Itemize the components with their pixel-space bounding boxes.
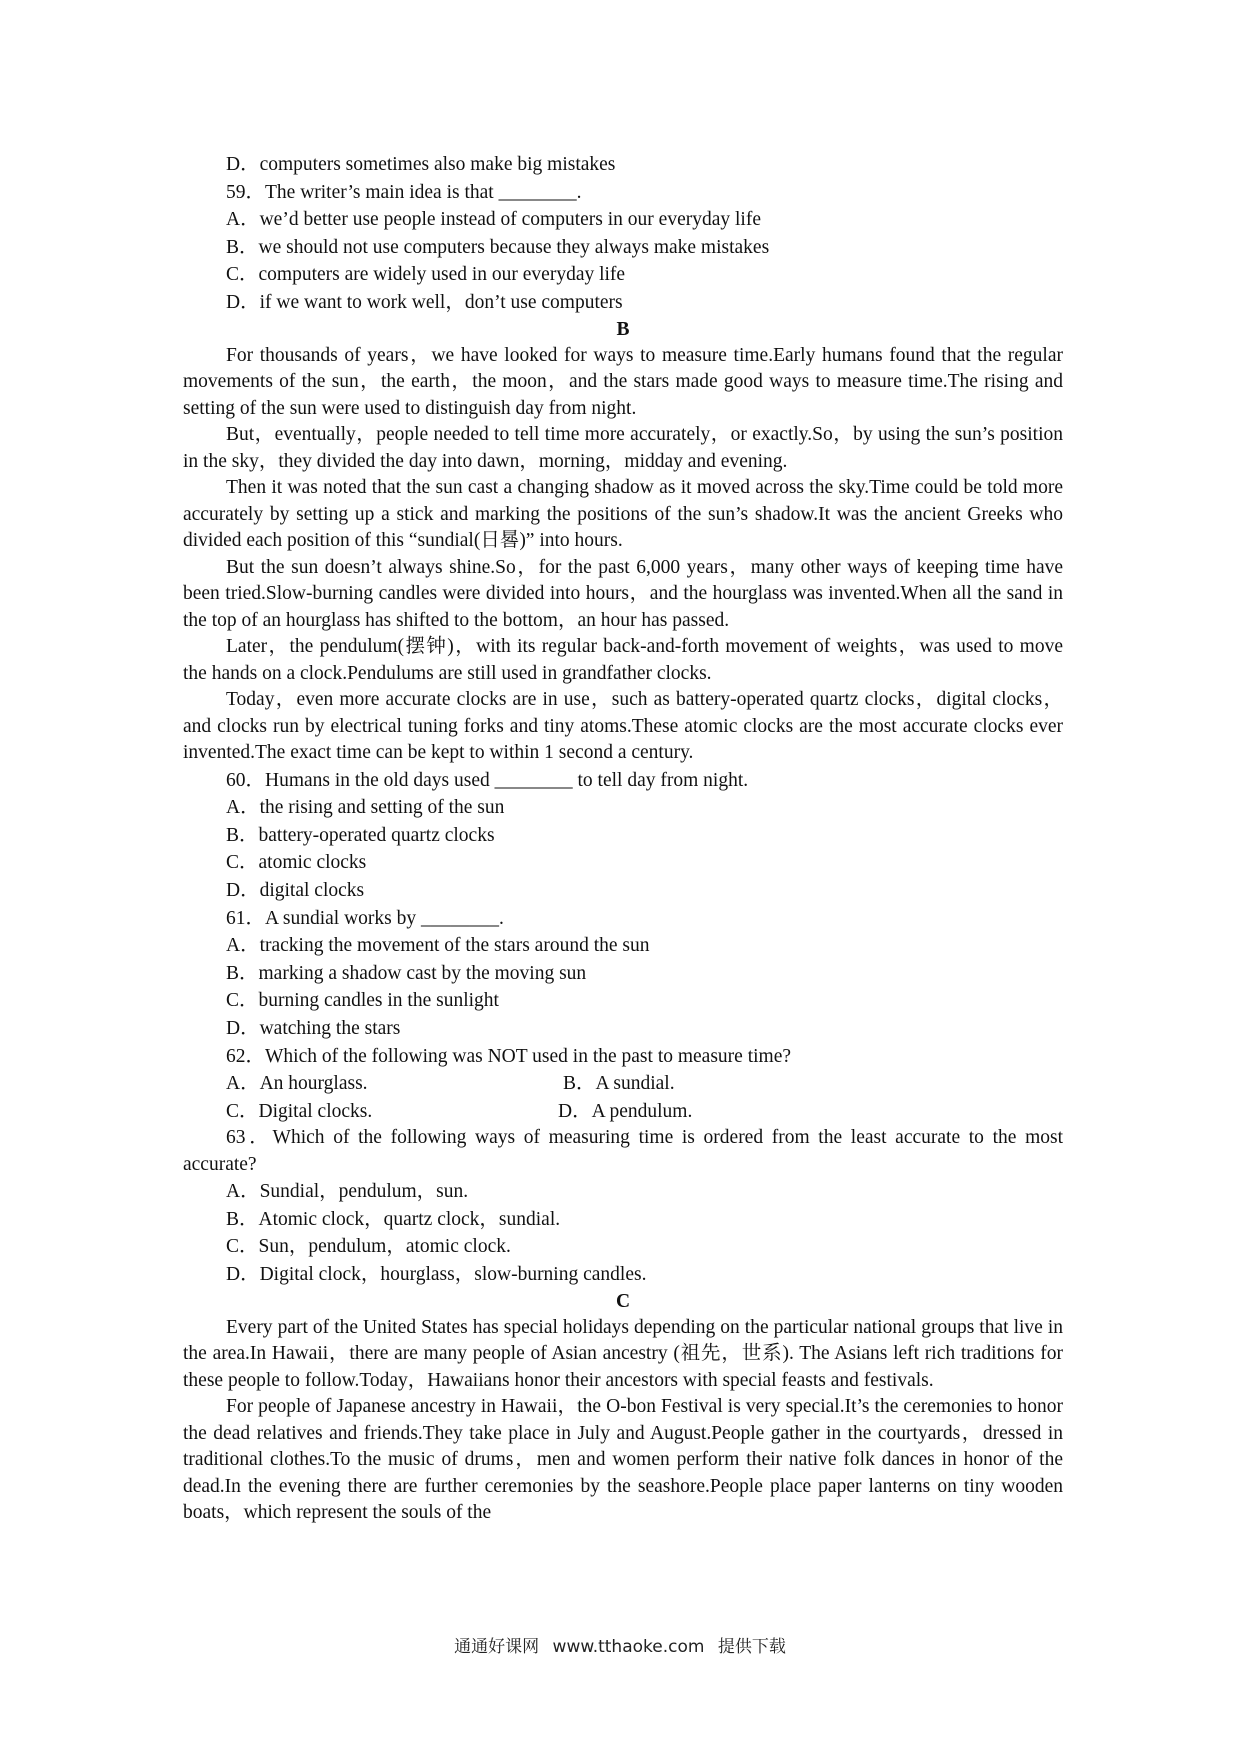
page-footer	[0, 1632, 1240, 1657]
option-line: D．digital clocks	[226, 879, 365, 901]
option-b: B．A sundial.	[563, 1073, 675, 1095]
option-line: D．Digital clock，hourglass，slow-burning candles.	[226, 1264, 647, 1286]
option-line: C．computers are widely used in our everyday life	[226, 264, 626, 286]
option-line: A．Sundial，pendulum，sun.	[226, 1181, 469, 1203]
question-62	[183, 1043, 1063, 1126]
option-a: A．An hourglass.	[226, 1073, 368, 1095]
page-content	[183, 151, 1063, 1527]
option-d: D．A pendulum.	[558, 1100, 693, 1122]
footer-site-name: 通通好课网	[454, 1637, 540, 1657]
question-stem: 60．Humans in the old days used ________ to tell day from night.	[226, 769, 749, 791]
option-line: D．if we want to work well，don’t use computers	[226, 291, 623, 313]
question-58-tail	[183, 151, 1063, 317]
question-stem: 63．Which of the following ways of measuring time is ordered from the least accurate to the most accurate?	[183, 1127, 1063, 1175]
question-63	[183, 1125, 1063, 1288]
footer-note: 提供下载	[717, 1637, 786, 1657]
section-title-c: C	[615, 1290, 631, 1312]
passage-paragraph: Later，the pendulum(摆钟)，with its regular back-and-forth movement of weights，was used to move the hands on a clock.Pendulums are still used in grandfather clocks.	[183, 636, 1063, 684]
question-61	[183, 905, 1063, 1043]
option-line: A．the rising and setting of the sun	[226, 797, 505, 819]
option-line: C．atomic clocks	[226, 852, 367, 874]
option-line: B．marking a shadow cast by the moving sun	[226, 962, 587, 984]
passage-paragraph: Every part of the United States has special holidays depending on the particular national groups that live in the area.In Hawaii，there are many people of Asian ancestry (祖先，世系). The Asians left rich traditions for these people to follow.Today，Hawaiians honor their ancestors with special feasts and festivals.	[183, 1316, 1063, 1391]
question-60	[183, 767, 1063, 905]
option-line: B．battery-operated quartz clocks	[226, 824, 495, 846]
question-stem: 62．Which of the following was NOT used in the past to measure time?	[226, 1045, 792, 1067]
question-stem: 61．A sundial works by ________.	[226, 907, 504, 929]
option-line: C．burning candles in the sunlight	[226, 990, 499, 1012]
question-stem: 59．The writer’s main idea is that ________.	[226, 181, 582, 203]
passage-paragraph: For thousands of years，we have looked for ways to measure time.Early humans found that the regular movements of the sun，the earth，the moon，and the stars made good ways to measure time.The rising and setting of the sun were used to distinguish day from night.	[183, 344, 1064, 419]
option-row	[183, 1070, 1063, 1098]
option-line: B．Atomic clock，quartz clock，sundial.	[226, 1208, 561, 1230]
footer-url: www.tthaoke.com	[552, 1637, 705, 1657]
option-c: C．Digital clocks.	[226, 1100, 373, 1122]
passage-paragraph: But，eventually，people needed to tell time more accurately，or exactly.So，by using the sun’s position in the sky，they divided the day into dawn，morning，midday and evening.	[183, 424, 1063, 472]
section-b	[183, 317, 1063, 767]
section-title-b: B	[616, 318, 630, 340]
passage-paragraph: For people of Japanese ancestry in Hawaii，the O-bon Festival is very special.It’s the ceremonies to honor the dead relatives and friends.They take place in July and August.People gather in the courtyards，dressed in traditional clothes.To the music of drums，men and women perform their native folk dances in honor of the dead.In the evening there are further ceremonies by the seashore.People place paper lanterns on tiny wooden boats，which represent the souls of the	[183, 1396, 1063, 1524]
option-line: D．computers sometimes also make big mistakes	[226, 154, 616, 175]
passage-paragraph: Today，even more accurate clocks are in use，such as battery-operated quartz clocks，digital clocks，and clocks run by electrical tuning forks and tiny atoms.These atomic clocks are the most accurate clocks ever invented.The exact time can be kept to within 1 second a century.	[183, 689, 1063, 764]
option-row	[183, 1098, 1063, 1126]
passage-paragraph: Then it was noted that the sun cast a changing shadow as it moved across the sky.Time could be told more accurately by setting up a stick and marking the positions of the sun’s shadow.It was the ancient Greeks who divided each position of this “sundial(日晷)” into hours.	[183, 477, 1063, 552]
option-line: A．tracking the movement of the stars around the sun	[226, 935, 650, 957]
option-line: D．watching the stars	[226, 1017, 401, 1039]
option-line: A．we’d better use people instead of computers in our everyday life	[226, 209, 761, 231]
option-line: C．Sun，pendulum，atomic clock.	[226, 1236, 511, 1258]
passage-paragraph: But the sun doesn’t always shine.So，for the past 6,000 years，many other ways of keeping time have been tried.Slow-burning candles were divided into hours，and the hourglass was invented.When all the sand in the top of an hourglass has shifted to the bottom，an hour has passed.	[183, 556, 1063, 631]
section-c	[183, 1289, 1063, 1527]
option-line: B．we should not use computers because they always make mistakes	[226, 236, 770, 258]
